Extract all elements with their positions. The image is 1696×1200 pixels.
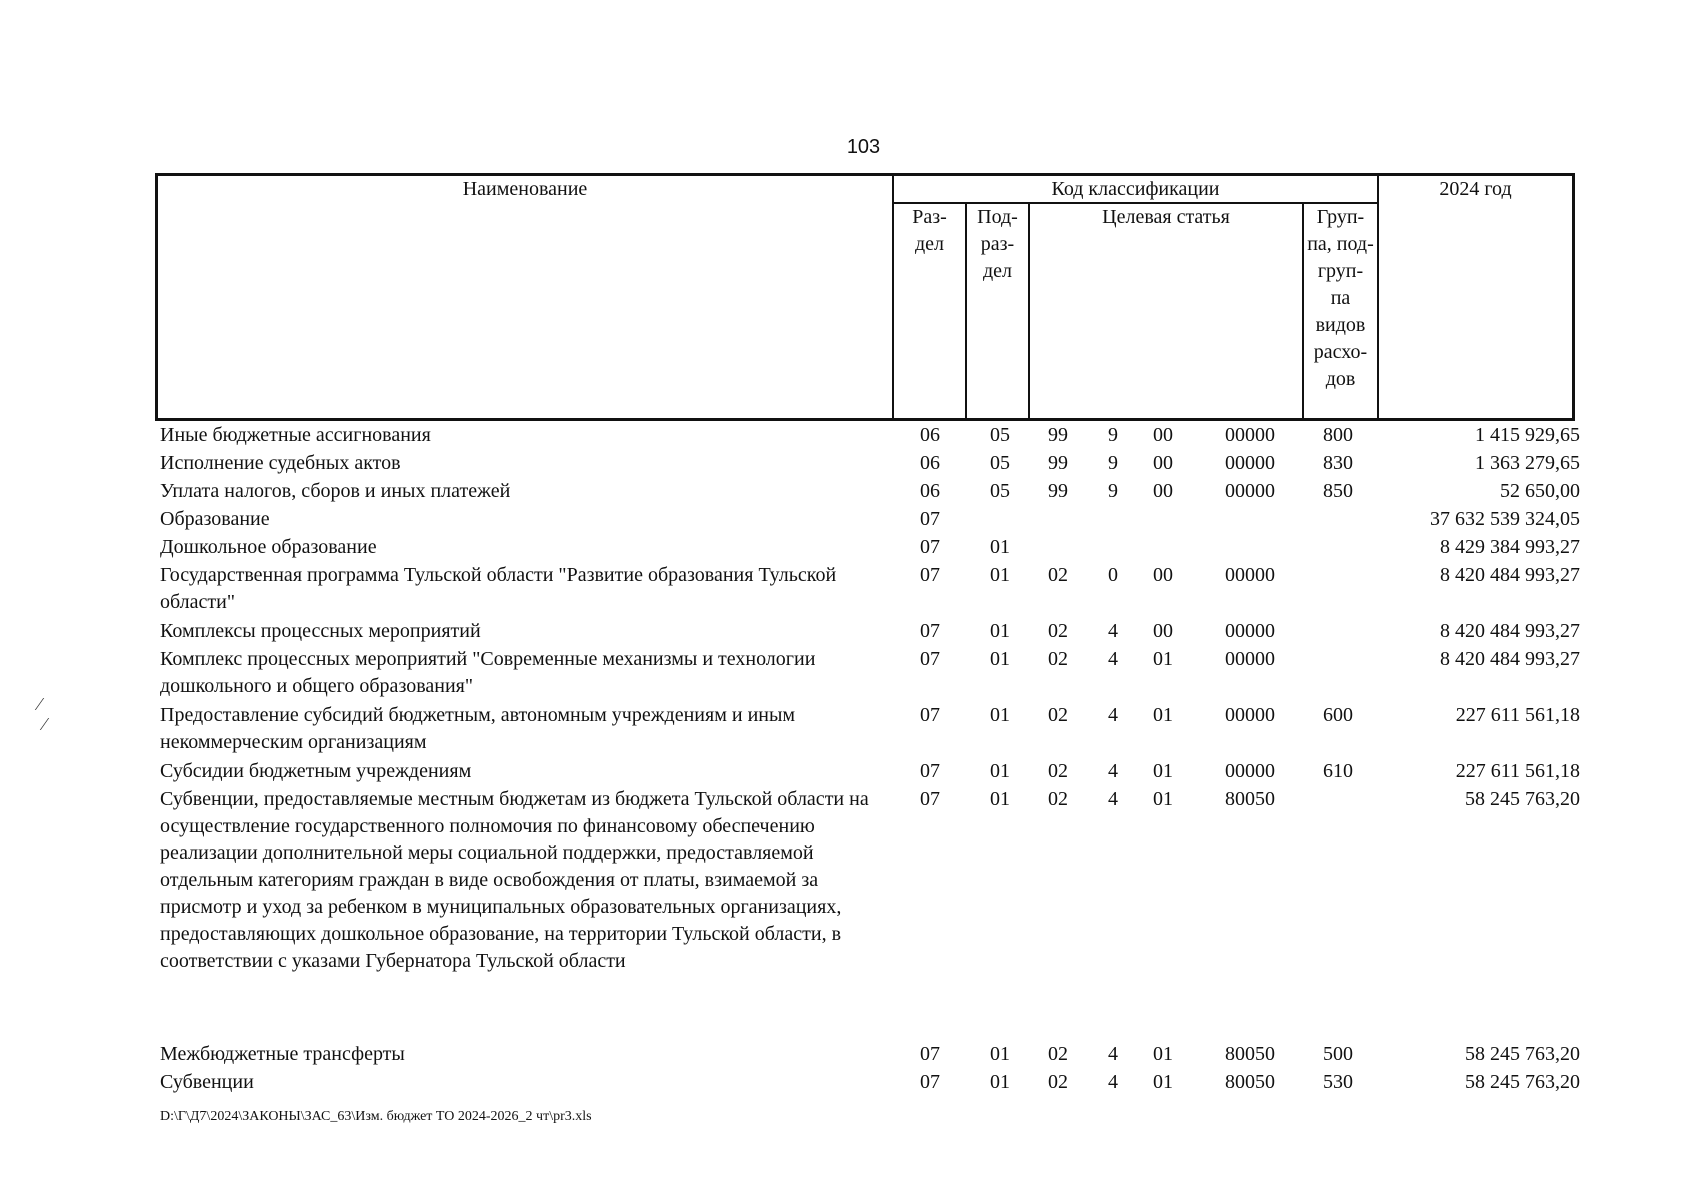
row-razdel: 06 [920, 424, 940, 446]
row-razdel: 07 [920, 648, 940, 670]
row-amount: 8 420 484 993,27 [1440, 648, 1580, 670]
row-expense-group: 850 [1323, 480, 1353, 502]
row-target-type: 4 [1108, 1043, 1118, 1065]
row-amount: 8 420 484 993,27 [1440, 620, 1580, 642]
row-target-type: 0 [1108, 564, 1118, 586]
row-target-program: 02 [1048, 1071, 1068, 1093]
row-target-type: 4 [1108, 788, 1118, 810]
header-divider-amount [1377, 173, 1379, 421]
row-target-program: 02 [1048, 788, 1068, 810]
row-amount: 1 363 279,65 [1475, 452, 1580, 474]
header-border-bottom [155, 418, 1575, 421]
row-name: Исполнение судебных актов [160, 452, 401, 474]
row-name: Дошкольное образование [160, 536, 377, 558]
header-target: Целевая статья [1102, 206, 1230, 228]
row-expense-group: 610 [1323, 760, 1353, 782]
row-podrazdel: 05 [990, 480, 1010, 502]
row-name: Субсидии бюджетным учреждениям [160, 760, 472, 782]
row-target-complex: 00 [1153, 424, 1173, 446]
row-target-program: 99 [1048, 424, 1068, 446]
header-divider-podrazdel [1028, 202, 1030, 421]
row-target-type: 4 [1108, 1071, 1118, 1093]
row-target-program: 02 [1048, 704, 1068, 726]
row-target-direction: 00000 [1225, 564, 1275, 586]
row-name: Комплексы процессных мероприятий [160, 620, 481, 642]
row-razdel: 07 [920, 620, 940, 642]
header-year: 2024 год [1439, 178, 1512, 200]
row-target-complex: 01 [1153, 1071, 1173, 1093]
header-podrazdel: Под- раз- дел [977, 206, 1018, 282]
header-group: Груп- па, под- груп- па видов расхо- дов [1307, 206, 1374, 390]
row-target-program: 02 [1048, 620, 1068, 642]
row-target-complex: 01 [1153, 704, 1173, 726]
row-target-complex: 01 [1153, 648, 1173, 670]
row-target-complex: 00 [1153, 620, 1173, 642]
row-target-complex: 00 [1153, 452, 1173, 474]
row-target-type: 9 [1108, 424, 1118, 446]
row-target-type: 4 [1108, 648, 1118, 670]
row-expense-group: 830 [1323, 452, 1353, 474]
row-name: Образование [160, 508, 270, 530]
row-target-complex: 01 [1153, 788, 1173, 810]
row-podrazdel: 01 [990, 704, 1010, 726]
row-razdel: 07 [920, 704, 940, 726]
margin-pencil-mark: ⁄ [38, 694, 42, 714]
row-expense-group: 800 [1323, 424, 1353, 446]
row-target-type: 9 [1108, 480, 1118, 502]
header-name: Наименование [462, 178, 588, 200]
row-name: Субвенции [160, 1071, 254, 1093]
row-podrazdel: 05 [990, 452, 1010, 474]
row-target-direction: 00000 [1225, 452, 1275, 474]
header-border-right [1572, 173, 1575, 421]
row-name: Субвенции, предоставляемые местным бюджетам из бюджета Тульской области на осуществление государственного полномочия по финансовому обеспечению реализации дополнительной меры социальной поддержки, предоставляемой отдельным категориям граждан в виде освобождения от платы, взимаемой за присмотр и уход за ребенком в муниципальных образовательных организациях, предоставляющих дошкольное образование, на территории Тульской области, в соответствии с указами Губернатора Тульской области [160, 788, 869, 972]
row-amount: 8 429 384 993,27 [1440, 536, 1580, 558]
row-target-direction: 80050 [1225, 1043, 1275, 1065]
row-podrazdel: 01 [990, 564, 1010, 586]
header-code: Код классификации [1051, 178, 1220, 200]
row-target-type: 4 [1108, 620, 1118, 642]
row-razdel: 07 [920, 536, 940, 558]
row-name: Межбюджетные трансферты [160, 1043, 405, 1065]
row-expense-group: 530 [1323, 1071, 1353, 1093]
row-amount: 37 632 539 324,05 [1430, 508, 1580, 530]
row-target-program: 02 [1048, 564, 1068, 586]
row-razdel: 06 [920, 480, 940, 502]
row-target-program: 02 [1048, 760, 1068, 782]
row-amount: 227 611 561,18 [1455, 760, 1580, 782]
row-target-direction: 80050 [1225, 788, 1275, 810]
row-podrazdel: 01 [990, 1043, 1010, 1065]
row-razdel: 07 [920, 1043, 940, 1065]
row-podrazdel: 01 [990, 760, 1010, 782]
row-name: Уплата налогов, сборов и иных платежей [160, 480, 511, 502]
row-target-program: 99 [1048, 480, 1068, 502]
row-target-direction: 00000 [1225, 704, 1275, 726]
row-target-direction: 00000 [1225, 620, 1275, 642]
row-target-type: 4 [1108, 704, 1118, 726]
row-podrazdel: 01 [990, 648, 1010, 670]
row-target-type: 9 [1108, 452, 1118, 474]
row-razdel: 07 [920, 564, 940, 586]
row-name: Иные бюджетные ассигнования [160, 424, 431, 446]
row-amount: 52 650,00 [1500, 480, 1580, 502]
row-name: Государственная программа Тульской области "Развитие образования Тульской области" [160, 564, 837, 613]
row-target-program: 02 [1048, 648, 1068, 670]
row-target-type: 4 [1108, 760, 1118, 782]
row-target-program: 99 [1048, 452, 1068, 474]
margin-pencil-mark: ⁄ [43, 714, 47, 734]
row-target-complex: 01 [1153, 1043, 1173, 1065]
row-expense-group: 600 [1323, 704, 1353, 726]
row-target-direction: 80050 [1225, 1071, 1275, 1093]
row-razdel: 07 [920, 508, 940, 530]
row-razdel: 07 [920, 788, 940, 810]
row-target-complex: 00 [1153, 564, 1173, 586]
row-amount: 8 420 484 993,27 [1440, 564, 1580, 586]
row-amount: 1 415 929,65 [1475, 424, 1580, 446]
row-amount: 227 611 561,18 [1455, 704, 1580, 726]
row-razdel: 07 [920, 1071, 940, 1093]
footer-file-path: D:\Г\Д7\2024\ЗАКОНЫ\ЗАС_63\Изм. бюджет ТО 2024-2026_2 чт\pr3.xls [160, 1109, 592, 1124]
row-expense-group: 500 [1323, 1043, 1353, 1065]
row-name: Предоставление субсидий бюджетным, автономным учреждениям и иным некоммерческим организациям [160, 704, 796, 753]
row-target-direction: 00000 [1225, 760, 1275, 782]
row-razdel: 06 [920, 452, 940, 474]
row-target-complex: 00 [1153, 480, 1173, 502]
row-podrazdel: 01 [990, 620, 1010, 642]
row-amount: 58 245 763,20 [1465, 1043, 1580, 1065]
row-podrazdel: 01 [990, 1071, 1010, 1093]
row-target-direction: 00000 [1225, 480, 1275, 502]
row-target-program: 02 [1048, 1043, 1068, 1065]
row-razdel: 07 [920, 760, 940, 782]
row-target-complex: 01 [1153, 760, 1173, 782]
row-target-direction: 00000 [1225, 424, 1275, 446]
page-number: 103 [846, 136, 881, 158]
row-podrazdel: 01 [990, 536, 1010, 558]
row-amount: 58 245 763,20 [1465, 788, 1580, 810]
row-amount: 58 245 763,20 [1465, 1071, 1580, 1093]
row-podrazdel: 05 [990, 424, 1010, 446]
row-target-direction: 00000 [1225, 648, 1275, 670]
header-border-left [155, 173, 158, 421]
row-name: Комплекс процессных мероприятий "Современные механизмы и технологии дошкольного и общего образования" [160, 648, 816, 697]
header-razdel: Раз- дел [912, 206, 947, 255]
row-podrazdel: 01 [990, 788, 1010, 810]
